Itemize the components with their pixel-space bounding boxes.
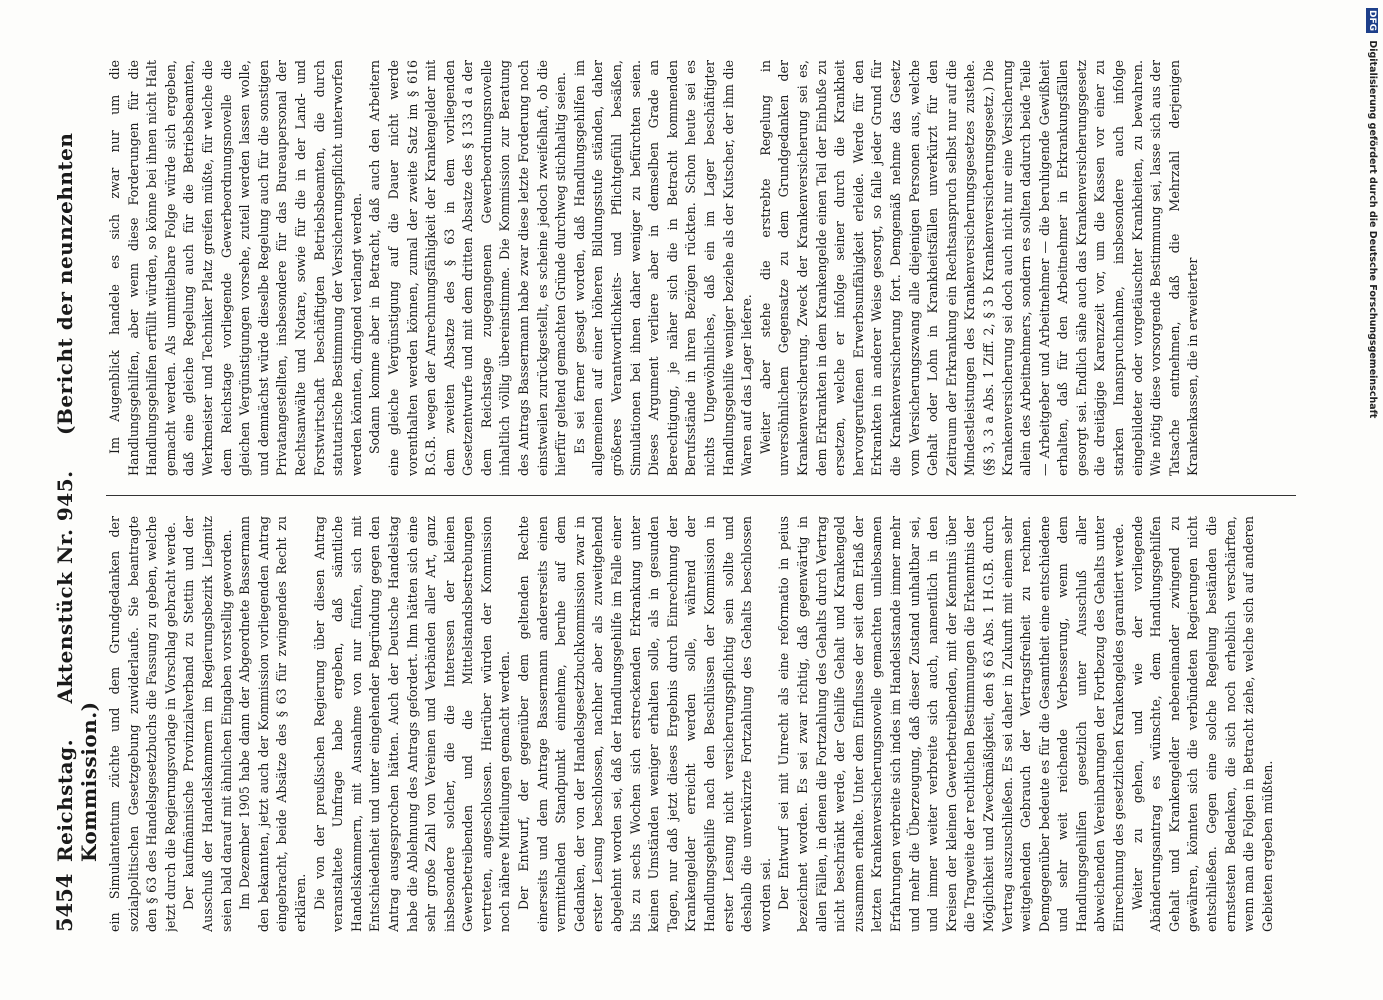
running-head-part: (Bericht der neunzehnten Kommission.)	[53, 132, 101, 862]
paragraph: Es sei ferner gesagt worden, daß Handlungsgehilfen im allgemeinen auf einer höheren Bildungsstufe ständen, daher größeres Verantwortlichkeits- und Pflichtgefühl besäßen, Simulationen bei ihnen daher weniger zu befürchten seien. Dieses Argument verliere aber in demselben Grade an Berechtigung, je näher sich die in Betracht kommenden Berufsstände in ihren Bezügen rückten. Schon heute sei es nichts Ungewöhnliches, daß ein im Lager beschäftigter Handlungsgehilfe weniger beziehe als der Kutscher, der ihm die Waren auf das Lager liefere.	[571, 60, 755, 476]
text-columns	[106, 60, 1296, 932]
paragraph: Die von der preußischen Regierung über diesen Antrag veranstaltete Umfrage habe ergeben, daß sämtliche Handelskammern, mit Ausnahme von nur fünfen, sich mit Entschiedenheit und unter eingehender Begründung gegen den Antrag ausgesprochen hätten. Auch der Deutsche Handelstag habe die Ablehnung des Antrags gefordert. Ihm hätten sich eine sehr große Zahl von Vereinen und Verbänden aller Art, ganz insbesondere solcher, die die Interessen der kleinen Gewerbetreibenden und die Mittelstandsbestrebungen vertreten, angeschlossen. Hierüber würden der Kommission noch nähere Mitteilungen gemacht werden.	[311, 516, 513, 932]
paragraph: Weiter zu gehen, und wie der vorliegende Abänderungsantrag es wünschte, dem Handlungsgehilfen Gehalt und Krankengelder nebeneinander zwingend zu gewähren, könnten sich die verbündeten Regierungen nicht entschließen. Gegen eine solche Regelung beständen die ernstesten Bedenken, die sich noch erheblich verschärften, wenn man die Folgen in Betracht ziehe, welche sich auf anderen Gebieten ergeben müßten.	[1129, 516, 1275, 932]
paragraph: Im Dezember 1905 habe dann der Abgeordnete Bassermann den bekannten, jetzt auch der Kommission vorliegenden Antrag eingebracht, beide Absätze des § 63 für zwingendes Recht zu erklären.	[237, 516, 308, 932]
margin-note	[1361, 0, 1383, 1000]
paragraph: Der kaufmännische Provinzialverband zu Stettin und der Ausschuß der Handelskammern im Regierungsbezirk Liegnitz seien bald darauf mit ähnlichen Eingaben vorstellig geworden.	[181, 516, 234, 932]
column-divider	[106, 495, 1296, 496]
page-header	[52, 60, 101, 932]
dfg-logo: DFG	[1367, 10, 1377, 32]
funding-note	[1366, 8, 1378, 418]
paragraph: Der Entwurf, der gegenüber dem geltenden Rechte einerseits und dem Antrage Bassermann andererseits einen vermittelnden Standpunkt einnehme, beruhe auf dem Gedanken, der von der Handelsgesetzbuchkommission zwar in erster Lesung beschlossen, nachher aber als zuweitgehend abgelehnt worden sei, daß der Handlungsgehilfe im Falle einer bis zu sechs Wochen sich erstreckenden Erkrankung unter keinen Umständen weniger erhalten solle, als in gesunden Tagen, nur daß jetzt dieses Ergebnis durch Einrechnung der Krankengelder erreicht werden solle, während der Handlungsgehilfe nach den Beschlüssen der Kommission in erster Lesung nicht versicherungspflichtig sein sollte und deshalb die unverkürzte Fortzahlung des Gehalts beschlossen worden sei.	[516, 516, 773, 932]
paragraph: ein Simulantentum züchte und dem Grundgedanken der sozialpolitischen Gesetzgebung zuwiderlaufe. Sie beantragte den § 63 des Handelsgesetzbuchs die Fassung zu geben, welche jetzt durch die Regierungsvorlage in Vorschlag gebracht werde.	[107, 516, 178, 932]
left-column	[106, 496, 1296, 932]
paragraph: Weiter aber stehe die erstrebte Regelung in unversöhnlichem Gegensatze zu dem Grundgedanken der Krankenversicherung. Zweck der Krankenversicherung sei es, dem Erkrankten in dem Krankengelde einen Teil der Einbuße zu ersetzen, welche er infolge seiner durch die Krankheit hervorgerufenen Erwerbsunfähigkeit erleide. Werde für den Erkrankten in anderer Weise gesorgt, so falle jeder Grund für die Krankenversicherung fort. Demgemäß nehme das Gesetz vom Versicherungszwang alle diejenigen Personen aus, welche Gehalt oder Lohn in Krankheitsfällen unverkürzt für den Zeitraum der Erkrankung ein Rechtsanspruch selbst nur auf die Mindestleistungen des Krankenversicherungsgesetzes zustehe. (§§ 3, 3 a Abs. 1 Ziff. 2, § 3 b Krankenversicherungsgesetz.) Die Krankenversicherung sei doch auch nicht nur eine Versicherung allein des Arbeitnehmers, sondern es sollten dadurch beide Teile — Arbeitgeber und Arbeitnehmer — die beruhigende Gewißheit erhalten, daß für den Arbeitnehmer in Erkrankungsfällen gesorgt sei. Endlich sähe auch das Krankenversicherungsgesetz die dreitägige Karenzzeit vor, um die Kassen vor einer zu starken Inanspruchnahme, insbesondere auch infolge eingebildeter oder vorgetäuschter Krankheiten, zu bewahren. Wie nötig diese vorsorgende Bestimmung sei, lasse sich aus der Tatsache entnehmen, daß die Mehrzahl derjenigen Krankenkassen, die in erweiterter	[757, 60, 1201, 476]
page-number: 5454	[52, 873, 77, 932]
running-head-part: Reichstag.	[53, 738, 77, 862]
running-head-part: Aktenstück Nr. 945.	[53, 470, 77, 704]
right-column	[106, 60, 1296, 496]
paragraph: Der Entwurf sei mit Unrecht als eine reformatio in peius bezeichnet worden. Es sei zwar richtig, daß gegenwärtig in allen Fällen, in denen die Fortzahlung des Gehalts durch Vertrag nicht beschränkt werde, der Gehilfe Gehalt und Krankengeld zusammen erhalte. Unter dem Einflusse der seit dem Erlaß der letzten Krankenversicherungsnovelle gemachten unliebsamen Erfahrungen verbreite sich indes im Handelsstande immer mehr und mehr die Überzeugung, daß dieser Zustand unhaltbar sei, und immer weiter verbreite sich auch, namentlich in den Kreisen der kleinen Gewerbetreibenden, mit der Kenntnis über die Tragweite der rechtlichen Bestimmungen die Erkenntnis der Möglichkeit und Zweckmäßigkeit, den § 63 Abs. 1 H.G.B. durch Vertrag auszuschließen. Es sei daher in Zukunft mit einem sehr weitgehenden Gebrauch der Vertragsfreiheit zu rechnen. Demgegenüber bedeute es für die Gesamtheit eine entschiedene und sehr weit reichende Verbesserung, wenn dem Handlungsgehilfen gesetzlich unter Ausschluß aller abweichenden Vereinbarungen der Fortbezug des Gehalts unter Einrechnung des gesetzlichen Krankengeldes garantiert werde.	[776, 516, 1127, 932]
paragraph: Im Augenblick handele es sich zwar nur um die Handlungsgehilfen, aber wenn diese Forderungen für die Handlungsgehilfen erfüllt würden, so könne bei ihnen nicht Halt gemacht werden. Als unmittelbare Folge würde sich ergeben, daß eine gleiche Regelung auch für die Betriebsbeamten, Werkmeister und Techniker Platz greifen müßte, für welche die dem Reichstage vorliegende Gewerbeordnungsnovelle die gleichen Vergünstigungen vorsehe, zuteil werden lassen wolle, und demnächst würde dieselbe Regelung auch für die sonstigen Privatangestellten, insbesondere für das Bureaupersonal der Rechtsanwälte und Notare, sowie für die in der Land- und Forstwirtschaft beschäftigten Betriebsbeamten, die durch statutarische Bestimmung der Versicherungspflicht unterworfen werden könnten, dringend verlangt werden.	[107, 60, 364, 476]
funding-text: Digitalisierung gefördert durch die Deutsche Forschungsgemeinschaft	[1367, 40, 1378, 419]
paragraph: Sodann komme aber in Betracht, daß auch den Arbeitern eine gleiche Vergünstigung auf die Dauer nicht werde vorenthalten werden können, zumal der zweite Satz im § 616 B.G.B. wegen der Anrechnungsfähigkeit der Krankengelder mit dem zweiten Absatze des § 63 in dem vorliegenden Gesetzentwurfe und mit dem dritten Absatze des § 133 d a der dem Reichstage zugegangenen Gewerbeordnungsnovelle inhaltlich völlig übereinstimme. Die Kommission zur Beratung des Antrags Bassermann habe zwar diese letzte Forderung noch einstweilen zurückgestellt, es scheine jedoch zweifelhaft, ob die hierfür geltend gemachten Gründe durchweg stichhaltig seien.	[367, 60, 569, 476]
running-head	[53, 60, 101, 862]
